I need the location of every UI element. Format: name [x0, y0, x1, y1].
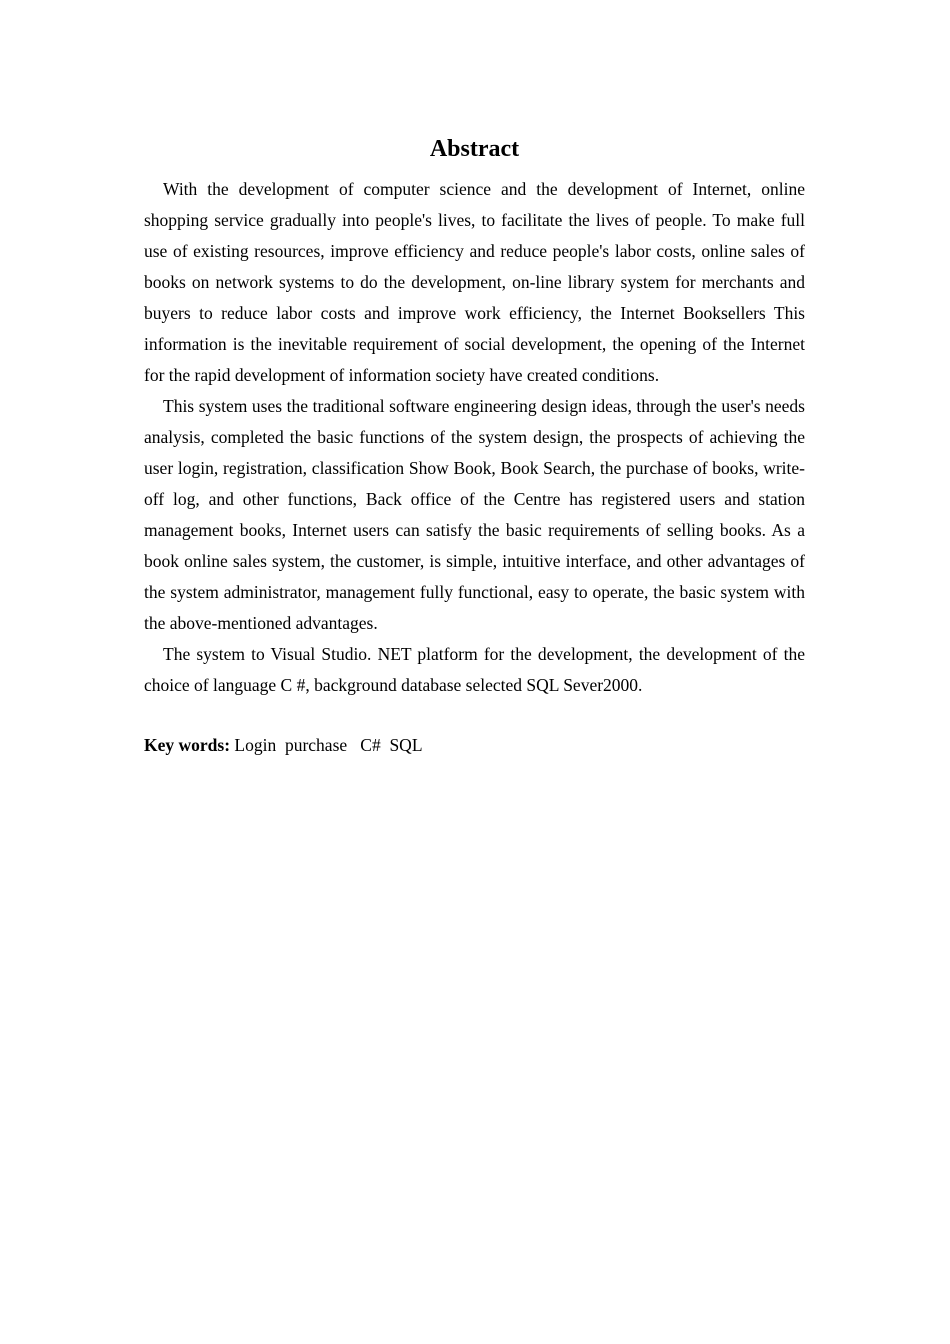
abstract-paragraph-3: The system to Visual Studio. NET platform for the development, the development of the choice of language C #, background database selected SQL Sever2000.: [144, 644, 805, 695]
abstract-paragraph-2: This system uses the traditional software engineering design ideas, through the user's needs analysis, completed the basic functions of the system design, the prospects of achieving the user login, registration, classification Show Book, Book Search, the purchase of books, write-off log, and other functions, Back office of the Centre has registered users and station management books, Internet users can satisfy the basic requirements of selling books. As a book online sales system, the customer, is simple, intuitive interface, and other advantages of the system administrator, management fully functional, easy to operate, the basic system with the above-mentioned advantages.: [144, 396, 805, 633]
abstract-page: [144, 130, 805, 761]
keywords-list: Login purchase C# SQL: [230, 735, 423, 755]
abstract-title: Abstract: [429, 136, 520, 162]
keywords-line: [144, 730, 805, 761]
abstract-paragraph-1: With the development of computer science and the development of Internet, online shopping service gradually into people's lives, to facilitate the lives of people. To make full use of existing resources, improve efficiency and reduce people's labor costs, online sales of books on network systems to do the development, on-line library system for merchants and buyers to reduce labor costs and improve work efficiency, the Internet Booksellers This information is the inevitable requirement of social development, the opening of the Internet for the rapid development of information society have created conditions.: [144, 179, 805, 385]
keywords-label: Key words:: [144, 735, 231, 755]
